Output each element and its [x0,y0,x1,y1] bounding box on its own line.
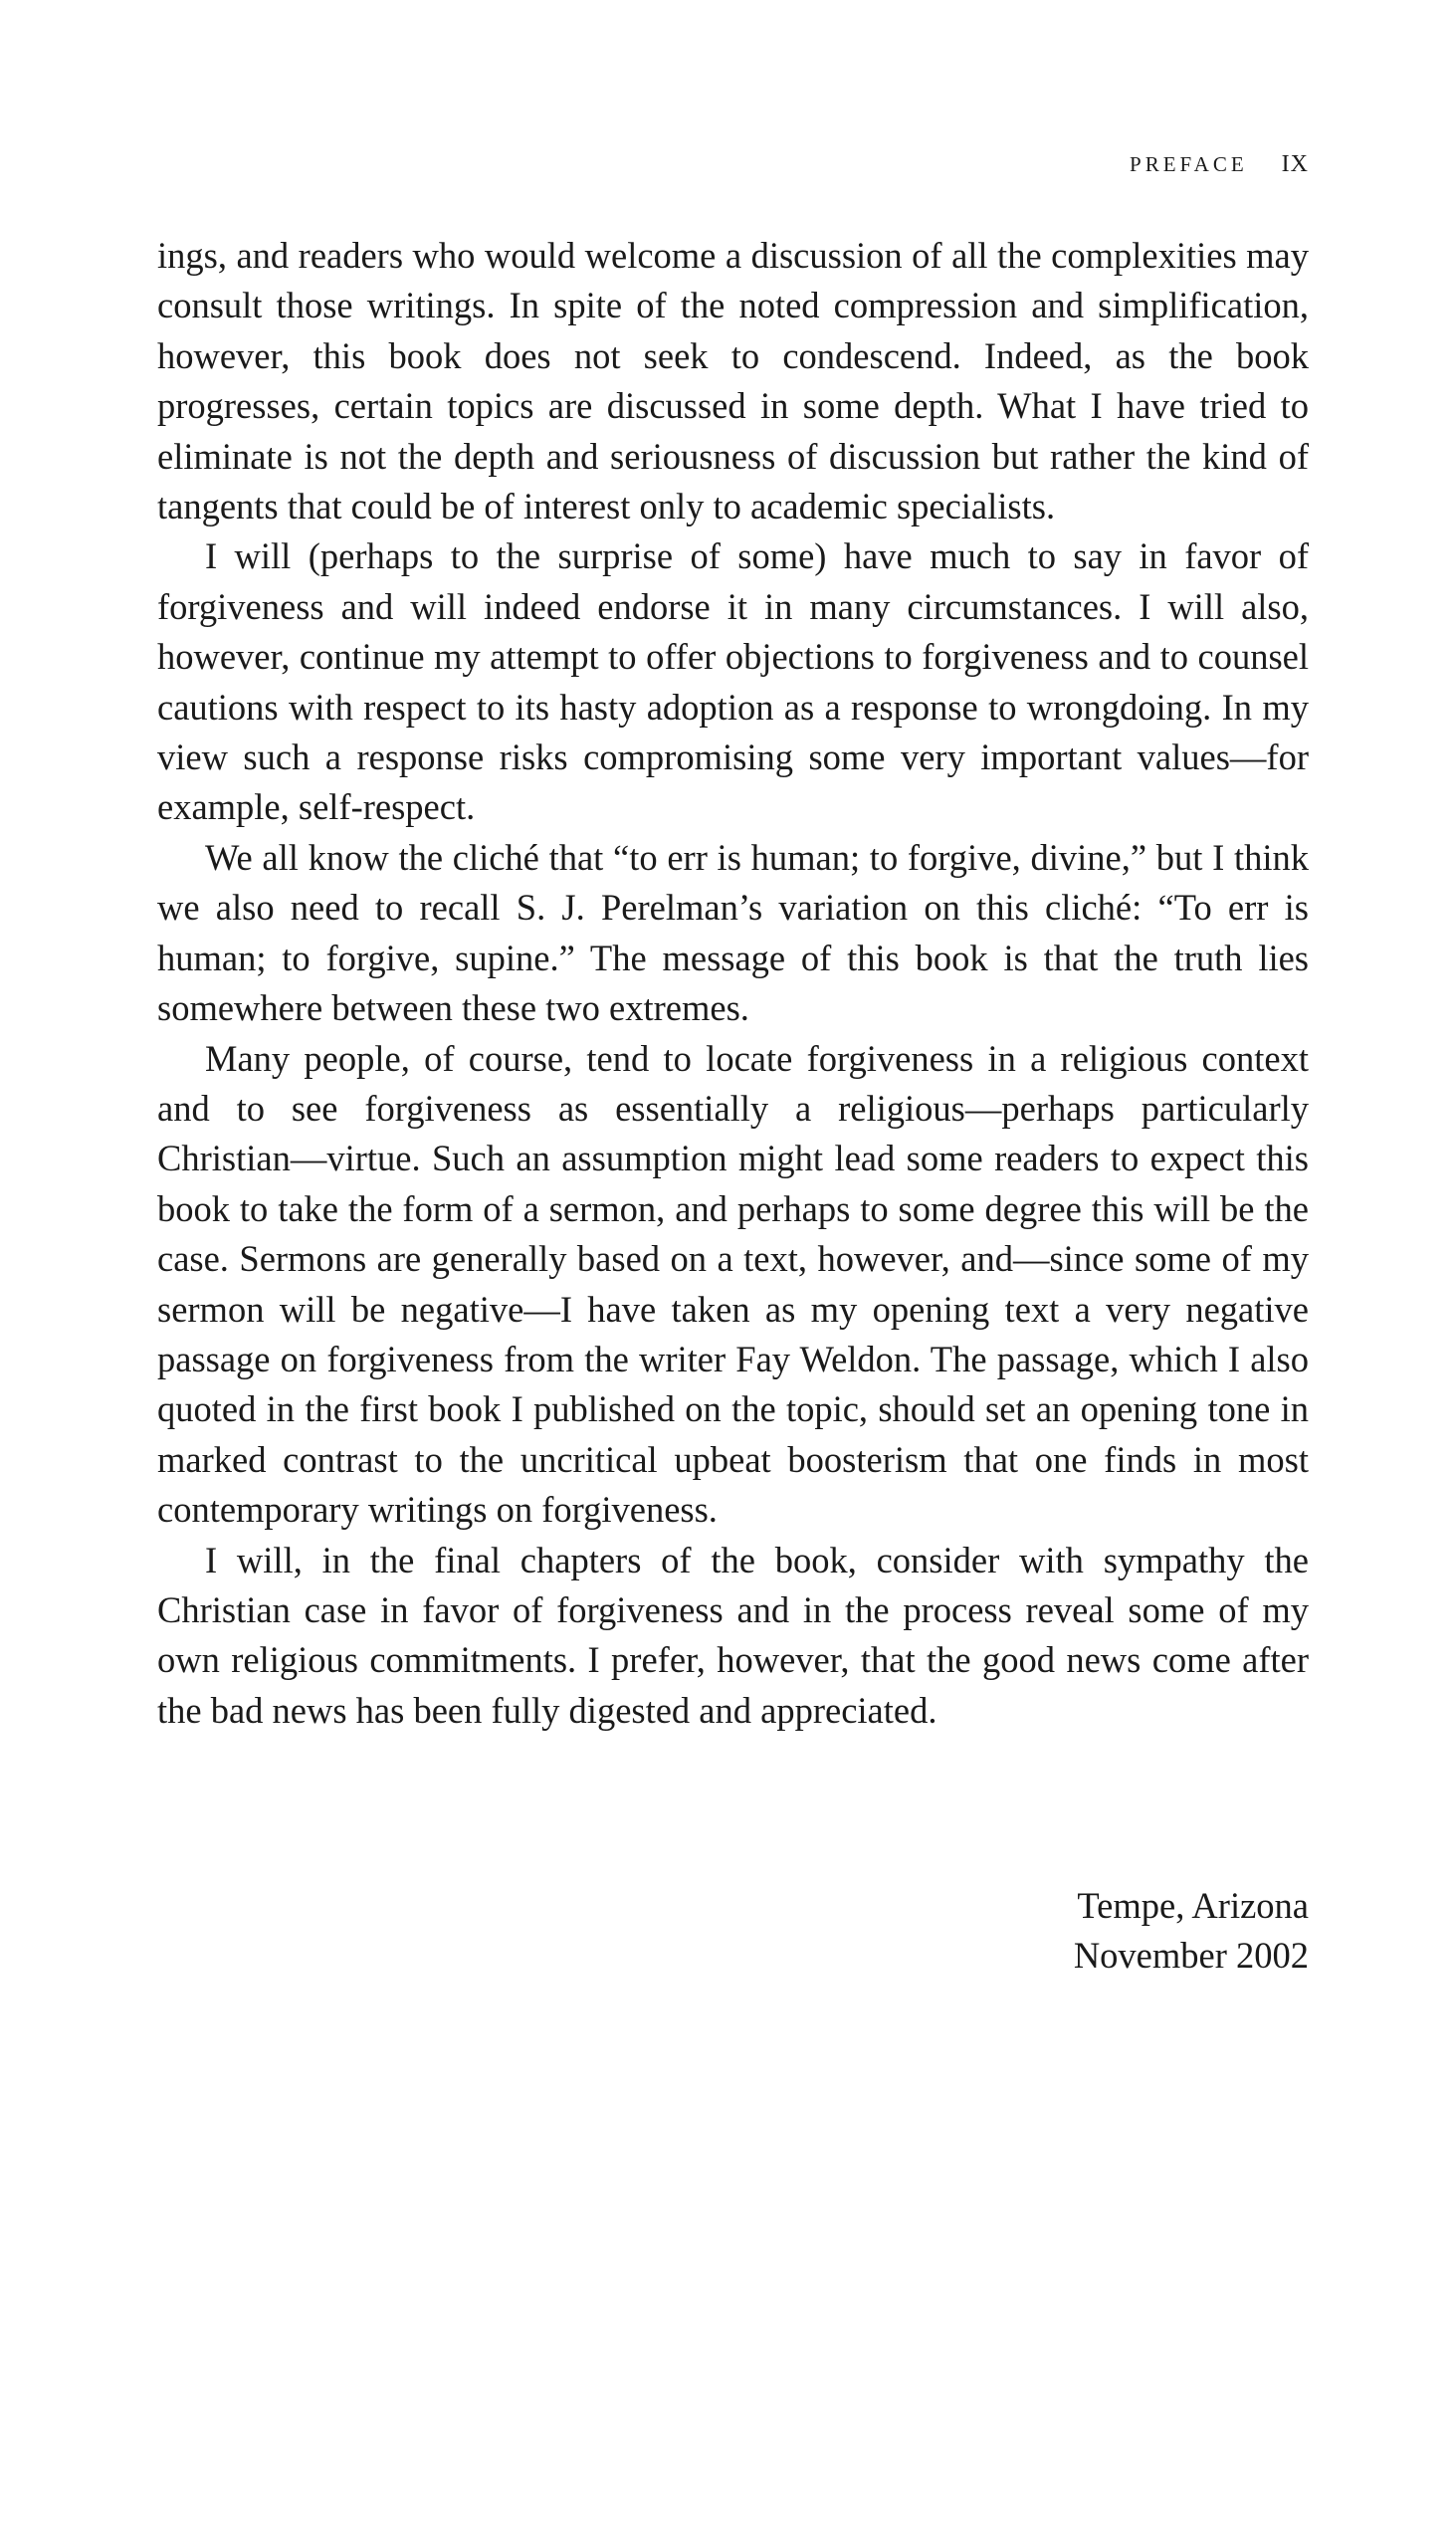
running-head-section: PREFACE [1130,152,1248,176]
paragraph: Many people, of course, tend to locate forgiveness in a religious context and to see forgiveness as essentially a religious—perhaps particularly Christian—virtue. Such an assumption might lead some readers to expect this book to take the form of a sermon, and perhaps to some degree this will be the case. Sermons are generally based on a text, however, and—since some of my sermon will be negative—I have taken as my opening text a very negative passage on forgiveness from the writer Fay Weldon. The passage, which I also quoted in the first book I published on the topic, should set an opening tone in marked contrast to the uncritical upbeat boosterism that one finds in most contemporary writings on forgiveness. [157,1037,1309,1531]
preface-body [157,231,1309,1736]
signoff [157,1881,1309,1982]
signoff-date: November 2002 [1073,1935,1309,1977]
paragraph: I will (perhaps to the surprise of some) have much to say in favor of forgiveness and will indeed endorse it in many circumstances. I will also, however, continue my attempt to offer objections to forgiveness and to counsel cautions with respect to its hasty adoption as a response to wrongdoing. In my view such a response risks compromising some very important values—for example, self-respect. [157,535,1309,828]
signoff-place: Tempe, Arizona [1077,1885,1309,1926]
running-head [157,149,1309,179]
page-number: IX [1281,151,1309,177]
paragraph: We all know the cliché that “to err is human; to forgive, divine,” but I think we also need to recall S. J. Perelman’s variation on this cliché: “To err is human; to forgive, supine.” The message of this book is that the truth lies somewhere between these two extremes. [157,836,1309,1029]
paragraph: I will, in the final chapters of the book, consider with sympathy the Christian case in favor of forgiveness and in the process reveal some of my own religious commitments. I prefer, however, that the good news come after the bad news has been fully digested and appreciated. [157,1539,1309,1731]
paragraph: ings, and readers who would welcome a discussion of all the complexities may consult those writings. In spite of the noted compression and simplification, however, this book does not seek to condescend. Indeed, as the book progresses, certain topics are discussed in some depth. What I have tried to eliminate is not the depth and seriousness of discussion but rather the kind of tangents that could be of interest only to academic specialists. [157,235,1309,527]
